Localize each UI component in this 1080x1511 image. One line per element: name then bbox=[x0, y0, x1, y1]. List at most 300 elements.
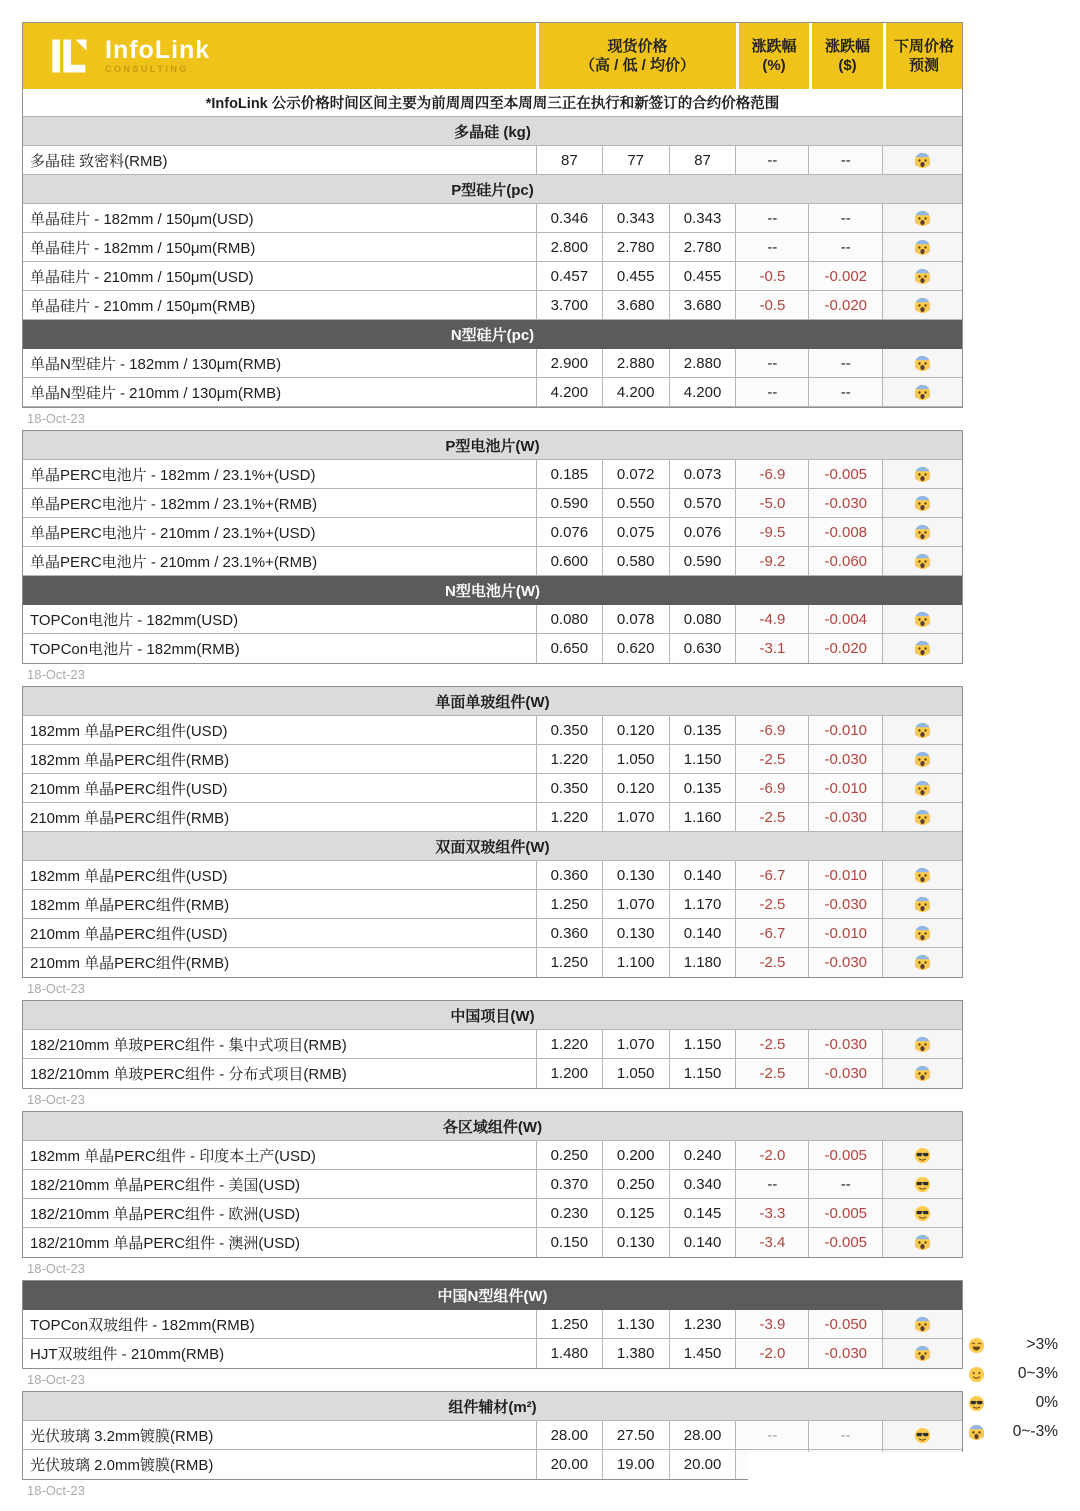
table-row bbox=[23, 1310, 962, 1339]
price-low: 1.050 bbox=[603, 745, 670, 773]
price-low: 0.620 bbox=[603, 634, 670, 663]
product-name: 单晶PERC电池片 - 210mm / 23.1%+(RMB) bbox=[23, 547, 537, 575]
table-row bbox=[23, 1170, 962, 1199]
change-pct: -- bbox=[736, 146, 809, 174]
forecast-cell bbox=[883, 1059, 962, 1088]
scream-emoji-icon bbox=[968, 1424, 985, 1441]
change-pct: -- bbox=[736, 233, 809, 261]
price-high: 3.700 bbox=[537, 291, 603, 319]
change-pct: -2.5 bbox=[736, 1059, 809, 1088]
price-avg: 2.780 bbox=[670, 233, 737, 261]
change-pct: -- bbox=[736, 378, 809, 406]
product-name: TOPCon电池片 - 182mm(RMB) bbox=[23, 634, 537, 663]
change-pct-unit: (%) bbox=[762, 57, 786, 74]
price-avg: 0.140 bbox=[670, 919, 737, 947]
forecast-cell bbox=[883, 1030, 962, 1058]
change-pct: -6.7 bbox=[736, 861, 809, 889]
price-low: 1.070 bbox=[603, 890, 670, 918]
price-high: 2.800 bbox=[537, 233, 603, 261]
table-row bbox=[23, 1228, 962, 1257]
price-avg: 1.450 bbox=[670, 1339, 737, 1368]
forecast-cell bbox=[883, 919, 962, 947]
price-low: 1.070 bbox=[603, 1030, 670, 1058]
product-name: 182/210mm 单晶PERC组件 - 欧洲(USD) bbox=[23, 1199, 537, 1227]
price-low: 2.780 bbox=[603, 233, 670, 261]
scream-emoji-icon bbox=[914, 1065, 931, 1082]
price-avg: 4.200 bbox=[670, 378, 737, 406]
price-table-block bbox=[22, 1111, 963, 1258]
change-usd: -0.030 bbox=[809, 745, 883, 773]
product-name: 210mm 单晶PERC组件(USD) bbox=[23, 774, 537, 802]
change-usd: -0.005 bbox=[809, 460, 883, 488]
price-avg: 28.00 bbox=[670, 1421, 737, 1449]
scream-emoji-icon bbox=[914, 1036, 931, 1053]
table-row bbox=[23, 861, 962, 890]
scream-emoji-icon bbox=[914, 268, 931, 285]
legend-item bbox=[968, 1363, 1058, 1385]
scream-emoji-icon bbox=[914, 239, 931, 256]
price-avg: 87 bbox=[670, 146, 737, 174]
section-header: 双面双玻组件(W) bbox=[23, 832, 962, 861]
price-high: 1.480 bbox=[537, 1339, 603, 1368]
date-label: 18-Oct-23 bbox=[27, 411, 85, 426]
forecast-cell bbox=[883, 1141, 962, 1169]
change-usd: -0.010 bbox=[809, 774, 883, 802]
price-period-note: *InfoLink 公示价格时间区间主要为前周周四至本周周三正在执行和新签订的合约价格范围 bbox=[23, 89, 962, 117]
price-high: 87 bbox=[537, 146, 603, 174]
scream-emoji-icon bbox=[914, 152, 931, 169]
forecast-label: 下周价格 bbox=[893, 38, 954, 55]
change-usd: -0.030 bbox=[809, 1030, 883, 1058]
table-row bbox=[23, 1199, 962, 1228]
column-header-forecast bbox=[886, 23, 962, 89]
product-name: 单晶N型硅片 - 182mm / 130μm(RMB) bbox=[23, 349, 537, 377]
change-usd: -0.030 bbox=[809, 1339, 883, 1368]
forecast-cell bbox=[883, 349, 962, 377]
table-row bbox=[23, 233, 962, 262]
forecast-cell bbox=[883, 291, 962, 319]
forecast-cell bbox=[883, 1310, 962, 1338]
product-name: 182/210mm 单晶PERC组件 - 美国(USD) bbox=[23, 1170, 537, 1198]
scream-emoji-icon bbox=[914, 611, 931, 628]
change-usd: -- bbox=[809, 233, 883, 261]
table-row bbox=[23, 378, 962, 407]
date-label: 18-Oct-23 bbox=[27, 981, 85, 996]
price-avg: 0.570 bbox=[670, 489, 737, 517]
change-pct: -0.5 bbox=[736, 262, 809, 290]
cool-emoji-icon bbox=[914, 1427, 931, 1444]
change-usd: -0.060 bbox=[809, 547, 883, 575]
table-row bbox=[23, 1421, 962, 1450]
change-pct: -3.1 bbox=[736, 634, 809, 663]
change-pct: -2.5 bbox=[736, 948, 809, 977]
scream-emoji-icon bbox=[914, 809, 931, 826]
forecast-cell bbox=[883, 204, 962, 232]
change-usd: -- bbox=[809, 1170, 883, 1198]
price-high: 28.00 bbox=[537, 1421, 603, 1449]
price-high: 0.590 bbox=[537, 489, 603, 517]
table-row bbox=[23, 518, 962, 547]
product-name: 210mm 单晶PERC组件(USD) bbox=[23, 919, 537, 947]
price-avg: 0.140 bbox=[670, 1228, 737, 1257]
change-usd: -- bbox=[809, 349, 883, 377]
change-usd: -- bbox=[809, 378, 883, 406]
date-label: 18-Oct-23 bbox=[27, 1483, 85, 1498]
price-avg: 0.076 bbox=[670, 518, 737, 546]
scream-emoji-icon bbox=[914, 925, 931, 942]
price-low: 1.130 bbox=[603, 1310, 670, 1338]
scream-emoji-icon bbox=[914, 751, 931, 768]
price-high: 0.360 bbox=[537, 861, 603, 889]
price-avg: 1.150 bbox=[670, 1030, 737, 1058]
section-header: N型硅片(pc) bbox=[23, 320, 962, 349]
price-avg: 2.880 bbox=[670, 349, 737, 377]
product-name: 182mm 单晶PERC组件 - 印度本土产(USD) bbox=[23, 1141, 537, 1169]
section-header: 中国N型组件(W) bbox=[23, 1281, 962, 1310]
change-pct: -6.9 bbox=[736, 716, 809, 744]
product-name: 182mm 单晶PERC组件(USD) bbox=[23, 861, 537, 889]
legend-label: >3% bbox=[1026, 1336, 1058, 1353]
product-name: 单晶硅片 - 210mm / 150μm(USD) bbox=[23, 262, 537, 290]
change-pct: -2.0 bbox=[736, 1339, 809, 1368]
product-name: 单晶PERC电池片 - 210mm / 23.1%+(USD) bbox=[23, 518, 537, 546]
laugh-emoji-icon bbox=[968, 1337, 985, 1354]
change-usd: -0.030 bbox=[809, 890, 883, 918]
price-high: 0.360 bbox=[537, 919, 603, 947]
price-avg: 0.140 bbox=[670, 861, 737, 889]
forecast-cell bbox=[883, 547, 962, 575]
price-high: 0.346 bbox=[537, 204, 603, 232]
forecast-cell bbox=[883, 489, 962, 517]
change-pct: -6.7 bbox=[736, 919, 809, 947]
forecast-cell bbox=[883, 518, 962, 546]
table-row bbox=[23, 919, 962, 948]
table-row bbox=[23, 349, 962, 378]
change-usd: -0.020 bbox=[809, 291, 883, 319]
forecast-cell bbox=[883, 716, 962, 744]
price-table-block-top bbox=[22, 22, 963, 408]
scream-emoji-icon bbox=[914, 1345, 931, 1362]
price-low: 0.130 bbox=[603, 919, 670, 947]
cool-emoji-icon bbox=[914, 1176, 931, 1193]
price-table-block bbox=[22, 1000, 963, 1089]
product-name: 210mm 单晶PERC组件(RMB) bbox=[23, 803, 537, 831]
price-low: 0.343 bbox=[603, 204, 670, 232]
scream-emoji-icon bbox=[914, 524, 931, 541]
legend-label: 0~3% bbox=[1017, 1365, 1058, 1382]
section-header: 单面单玻组件(W) bbox=[23, 687, 962, 716]
change-usd: -0.008 bbox=[809, 518, 883, 546]
legend-label: 0~-3% bbox=[1012, 1423, 1058, 1440]
change-pct: -9.5 bbox=[736, 518, 809, 546]
price-high: 0.370 bbox=[537, 1170, 603, 1198]
price-avg: 1.150 bbox=[670, 1059, 737, 1088]
table-row bbox=[23, 774, 962, 803]
change-usd: -0.010 bbox=[809, 919, 883, 947]
price-high: 0.080 bbox=[537, 605, 603, 633]
product-name: TOPCon双玻组件 - 182mm(RMB) bbox=[23, 1310, 537, 1338]
table-row bbox=[23, 547, 962, 576]
forecast-cell bbox=[883, 1421, 962, 1449]
change-usd-label: 涨跌幅 bbox=[824, 38, 870, 55]
brand-subtitle: CONSULTING bbox=[105, 64, 189, 74]
change-pct: -4.9 bbox=[736, 605, 809, 633]
forecast-cell bbox=[883, 1228, 962, 1257]
change-pct: -2.0 bbox=[736, 1141, 809, 1169]
legend-item bbox=[968, 1392, 1058, 1414]
price-avg: 0.343 bbox=[670, 204, 737, 232]
price-low: 0.550 bbox=[603, 489, 670, 517]
table-header bbox=[23, 23, 962, 89]
price-avg: 0.135 bbox=[670, 716, 737, 744]
change-usd: -0.030 bbox=[809, 948, 883, 977]
product-name: 单晶PERC电池片 - 182mm / 23.1%+(RMB) bbox=[23, 489, 537, 517]
price-avg: 20.00 bbox=[670, 1450, 737, 1479]
change-pct: -6.9 bbox=[736, 774, 809, 802]
product-name: 光伏玻璃 2.0mm镀膜(RMB) bbox=[23, 1450, 537, 1479]
scream-emoji-icon bbox=[914, 640, 931, 657]
product-name: 单晶硅片 - 182mm / 150μm(RMB) bbox=[23, 233, 537, 261]
price-low: 2.880 bbox=[603, 349, 670, 377]
forecast-cell bbox=[883, 745, 962, 773]
date-label: 18-Oct-23 bbox=[27, 667, 85, 682]
price-table-area bbox=[22, 22, 963, 1502]
price-low: 0.455 bbox=[603, 262, 670, 290]
section-header: N型电池片(W) bbox=[23, 576, 962, 605]
table-row bbox=[23, 745, 962, 774]
change-usd: -- bbox=[809, 204, 883, 232]
legend-item bbox=[968, 1334, 1058, 1356]
forecast-cell bbox=[883, 774, 962, 802]
change-usd-unit: ($) bbox=[838, 57, 857, 74]
change-pct: -2.5 bbox=[736, 745, 809, 773]
product-name: 182mm 单晶PERC组件(RMB) bbox=[23, 745, 537, 773]
table-row bbox=[23, 1339, 962, 1368]
scream-emoji-icon bbox=[914, 297, 931, 314]
change-usd: -0.005 bbox=[809, 1141, 883, 1169]
forecast-cell bbox=[883, 378, 962, 406]
price-low: 4.200 bbox=[603, 378, 670, 406]
section-header: 组件辅材(m²) bbox=[23, 1392, 962, 1421]
change-pct: -5.0 bbox=[736, 489, 809, 517]
change-pct: -3.3 bbox=[736, 1199, 809, 1227]
product-name: 多晶硅 致密料(RMB) bbox=[23, 146, 537, 174]
price-high: 0.076 bbox=[537, 518, 603, 546]
forecast-cell bbox=[883, 262, 962, 290]
change-pct: -3.9 bbox=[736, 1310, 809, 1338]
product-name: 单晶硅片 - 210mm / 150μm(RMB) bbox=[23, 291, 537, 319]
smile-emoji-icon bbox=[968, 1366, 985, 1383]
change-pct: -6.9 bbox=[736, 460, 809, 488]
forecast-cell bbox=[883, 605, 962, 633]
price-high: 1.220 bbox=[537, 803, 603, 831]
forecast-cell bbox=[883, 1170, 962, 1198]
cool-emoji-icon bbox=[914, 1205, 931, 1222]
price-low: 1.070 bbox=[603, 803, 670, 831]
change-usd: -0.020 bbox=[809, 634, 883, 663]
table-row bbox=[23, 605, 962, 634]
table-row bbox=[23, 489, 962, 518]
spot-price-label: 现货价格 bbox=[607, 38, 668, 55]
table-row bbox=[23, 716, 962, 745]
price-low: 0.130 bbox=[603, 861, 670, 889]
price-avg: 1.180 bbox=[670, 948, 737, 977]
change-usd: -0.005 bbox=[809, 1199, 883, 1227]
price-avg: 0.240 bbox=[670, 1141, 737, 1169]
change-pct: -2.5 bbox=[736, 803, 809, 831]
scream-emoji-icon bbox=[914, 355, 931, 372]
price-avg: 0.340 bbox=[670, 1170, 737, 1198]
price-high: 0.457 bbox=[537, 262, 603, 290]
infolink-logo bbox=[23, 23, 536, 89]
product-name: 182/210mm 单玻PERC组件 - 分布式项目(RMB) bbox=[23, 1059, 537, 1088]
product-name: HJT双玻组件 - 210mm(RMB) bbox=[23, 1339, 537, 1368]
price-avg: 0.080 bbox=[670, 605, 737, 633]
price-low: 0.120 bbox=[603, 716, 670, 744]
change-pct: -- bbox=[736, 1421, 809, 1449]
scream-emoji-icon bbox=[914, 896, 931, 913]
product-name: TOPCon电池片 - 182mm(USD) bbox=[23, 605, 537, 633]
price-low: 27.50 bbox=[603, 1421, 670, 1449]
price-avg: 1.150 bbox=[670, 745, 737, 773]
change-pct: -- bbox=[736, 1170, 809, 1198]
scream-emoji-icon bbox=[914, 466, 931, 483]
price-low: 0.120 bbox=[603, 774, 670, 802]
table-row bbox=[23, 1030, 962, 1059]
change-usd: -0.002 bbox=[809, 262, 883, 290]
scream-emoji-icon bbox=[914, 495, 931, 512]
product-name: 182/210mm 单玻PERC组件 - 集中式项目(RMB) bbox=[23, 1030, 537, 1058]
price-low: 0.125 bbox=[603, 1199, 670, 1227]
change-pct: -0.5 bbox=[736, 291, 809, 319]
product-name: 210mm 单晶PERC组件(RMB) bbox=[23, 948, 537, 977]
price-avg: 0.135 bbox=[670, 774, 737, 802]
change-usd: -- bbox=[809, 1421, 883, 1449]
table-row bbox=[23, 262, 962, 291]
price-low: 0.200 bbox=[603, 1141, 670, 1169]
price-low: 0.072 bbox=[603, 460, 670, 488]
price-table-block bbox=[22, 686, 963, 978]
price-high: 0.350 bbox=[537, 716, 603, 744]
table-row bbox=[23, 634, 962, 663]
price-high: 0.650 bbox=[537, 634, 603, 663]
price-avg: 1.170 bbox=[670, 890, 737, 918]
product-name: 182mm 单晶PERC组件(RMB) bbox=[23, 890, 537, 918]
price-low: 0.250 bbox=[603, 1170, 670, 1198]
price-high: 1.200 bbox=[537, 1059, 603, 1088]
scream-emoji-icon bbox=[914, 722, 931, 739]
scream-emoji-icon bbox=[914, 867, 931, 884]
change-pct: -2.5 bbox=[736, 1030, 809, 1058]
scream-emoji-icon bbox=[914, 384, 931, 401]
price-avg: 0.455 bbox=[670, 262, 737, 290]
price-high: 1.220 bbox=[537, 745, 603, 773]
price-low: 77 bbox=[603, 146, 670, 174]
price-low: 0.075 bbox=[603, 518, 670, 546]
price-high: 20.00 bbox=[537, 1450, 603, 1479]
price-high: 0.185 bbox=[537, 460, 603, 488]
change-usd: -0.030 bbox=[809, 1059, 883, 1088]
forecast-sublabel: 预测 bbox=[908, 57, 939, 74]
change-pct-label: 涨跌幅 bbox=[751, 38, 797, 55]
table-row bbox=[23, 291, 962, 320]
forecast-cell bbox=[883, 634, 962, 663]
change-usd: -- bbox=[809, 146, 883, 174]
section-header: P型硅片(pc) bbox=[23, 175, 962, 204]
spot-price-sublabel: （高 / 低 / 均价） bbox=[579, 57, 695, 74]
price-high: 0.250 bbox=[537, 1141, 603, 1169]
price-low: 19.00 bbox=[603, 1450, 670, 1479]
section-header: 多晶硅 (kg) bbox=[23, 117, 962, 146]
change-usd: -0.010 bbox=[809, 861, 883, 889]
watermark-mask bbox=[748, 1452, 1080, 1480]
product-name: 单晶PERC电池片 - 182mm / 23.1%+(USD) bbox=[23, 460, 537, 488]
price-table-block bbox=[22, 1280, 963, 1369]
change-usd: -0.010 bbox=[809, 716, 883, 744]
change-pct: -- bbox=[736, 349, 809, 377]
legend-label: 0% bbox=[1035, 1394, 1058, 1411]
price-high: 1.250 bbox=[537, 948, 603, 977]
table-row bbox=[23, 890, 962, 919]
price-high: 0.600 bbox=[537, 547, 603, 575]
price-avg: 0.145 bbox=[670, 1199, 737, 1227]
price-high: 1.220 bbox=[537, 1030, 603, 1058]
price-low: 1.050 bbox=[603, 1059, 670, 1088]
column-header-change-usd bbox=[812, 23, 883, 89]
forecast-cell bbox=[883, 460, 962, 488]
section-header: 中国项目(W) bbox=[23, 1001, 962, 1030]
infolink-logo-icon bbox=[49, 34, 93, 78]
change-usd: -0.005 bbox=[809, 1228, 883, 1257]
product-name: 182/210mm 单晶PERC组件 - 澳洲(USD) bbox=[23, 1228, 537, 1257]
price-high: 2.900 bbox=[537, 349, 603, 377]
price-avg: 1.160 bbox=[670, 803, 737, 831]
forecast-cell bbox=[883, 890, 962, 918]
product-name: 182mm 单晶PERC组件(USD) bbox=[23, 716, 537, 744]
price-low: 3.680 bbox=[603, 291, 670, 319]
scream-emoji-icon bbox=[914, 553, 931, 570]
price-avg: 0.590 bbox=[670, 547, 737, 575]
date-label: 18-Oct-23 bbox=[27, 1372, 85, 1387]
table-row bbox=[23, 204, 962, 233]
price-high: 4.200 bbox=[537, 378, 603, 406]
change-usd: -0.004 bbox=[809, 605, 883, 633]
change-usd: -0.030 bbox=[809, 489, 883, 517]
table-row bbox=[23, 948, 962, 977]
price-low: 0.580 bbox=[603, 547, 670, 575]
change-usd: -0.030 bbox=[809, 803, 883, 831]
price-high: 0.350 bbox=[537, 774, 603, 802]
product-name: 单晶硅片 - 182mm / 150μm(USD) bbox=[23, 204, 537, 232]
section-header: 各区域组件(W) bbox=[23, 1112, 962, 1141]
date-label: 18-Oct-23 bbox=[27, 1092, 85, 1107]
section-header: P型电池片(W) bbox=[23, 431, 962, 460]
scream-emoji-icon bbox=[914, 1234, 931, 1251]
cool-emoji-icon bbox=[968, 1395, 985, 1412]
price-table-block bbox=[22, 430, 963, 664]
forecast-cell bbox=[883, 146, 962, 174]
price-high: 0.150 bbox=[537, 1228, 603, 1257]
change-pct: -3.4 bbox=[736, 1228, 809, 1257]
price-avg: 0.630 bbox=[670, 634, 737, 663]
logo-text bbox=[105, 37, 210, 75]
table-row bbox=[23, 460, 962, 489]
price-high: 0.230 bbox=[537, 1199, 603, 1227]
price-avg: 3.680 bbox=[670, 291, 737, 319]
change-pct: -2.5 bbox=[736, 890, 809, 918]
price-high: 1.250 bbox=[537, 1310, 603, 1338]
forecast-legend bbox=[968, 1334, 1058, 1450]
